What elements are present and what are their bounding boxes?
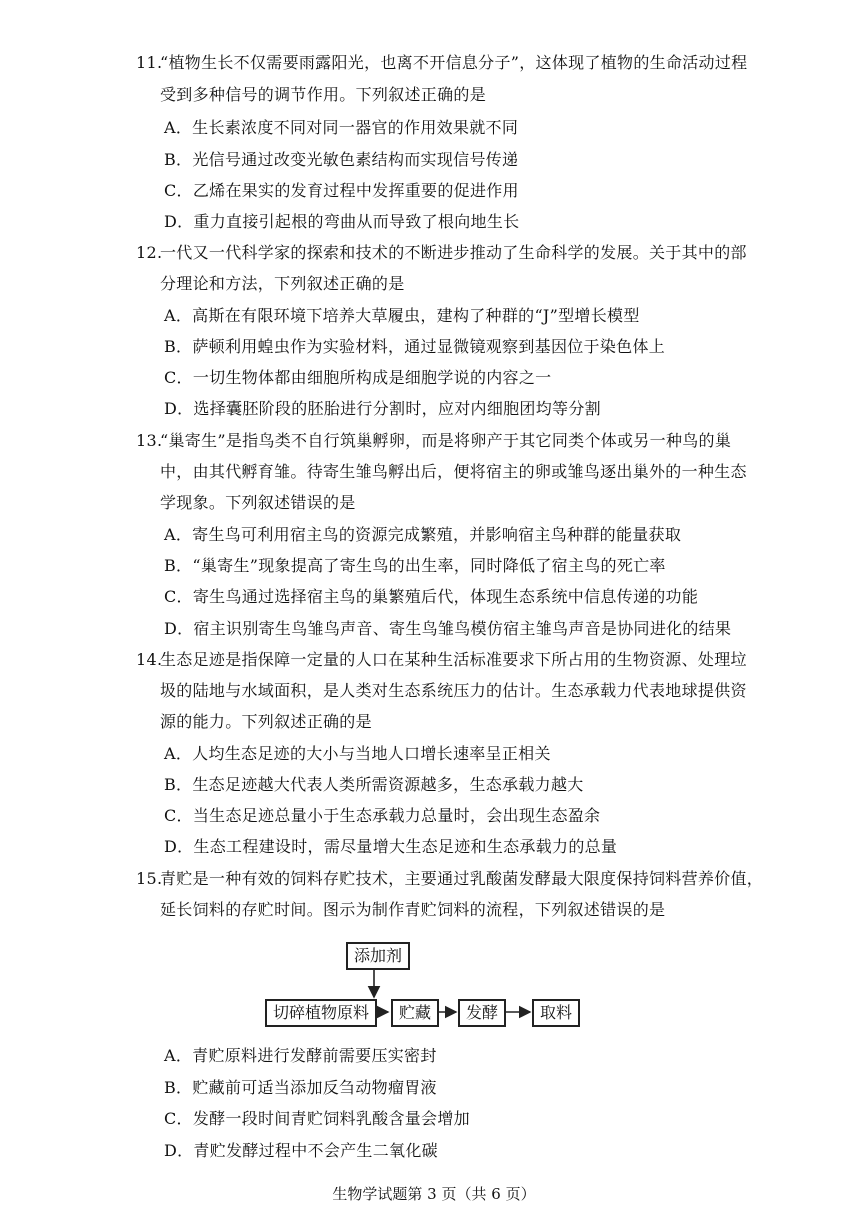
question-stem-line: “巢寄生”是指鸟类不自行筑巢孵卵，而是将卵产于其它同类个体或另一种鸟的巢	[160, 431, 732, 450]
option-b: B．生态足迹越大代表人类所需资源越多，生态承载力越大	[164, 775, 584, 794]
option-d: D．生态工程建设时，需尽量增大生态足迹和生态承载力的总量	[164, 837, 618, 856]
option-b: B．贮藏前可适当添加反刍动物瘤胃液	[164, 1078, 437, 1097]
question-stem-line: “植物生长不仅需要雨露阳光，也离不开信息分子”，这体现了植物的生命活动过程	[160, 53, 748, 72]
question-number: 14.	[136, 650, 163, 669]
option-b: B．萨顿利用蝗虫作为实验材料，通过显微镜观察到基因位于染色体上	[164, 337, 666, 356]
question-stem-line: 生态足迹是指保障一定量的人口在某种生活标准要求下所占用的生物资源、处理垃	[160, 650, 747, 669]
option-a: A．生长素浓度不同对同一器官的作用效果就不同	[164, 118, 519, 137]
question-stem-line: 中，由其代孵育雏。待寄生雏鸟孵出后，便将宿主的卵或雏鸟逐出巢外的一种生态	[160, 462, 747, 481]
option-a: A．青贮原料进行发酵前需要压实密封	[164, 1046, 437, 1065]
option-d: D．重力直接引起根的弯曲从而导致了根向地生长	[164, 212, 520, 231]
page-footer: 生物学试题第 3 页（共 6 页）	[332, 1185, 536, 1203]
question-stem-line: 受到多种信号的调节作用。下列叙述正确的是	[160, 85, 487, 104]
flow-box-chop-raw-material: 切碎植物原料	[265, 999, 377, 1027]
question-stem-line: 青贮是一种有效的饲料存贮技术，主要通过乳酸菌发酵最大限度保持饲料营养价值，	[160, 869, 764, 888]
option-c: C．一切生物体都由细胞所构成是细胞学说的内容之一	[164, 368, 552, 387]
question-number: 12.	[136, 243, 163, 262]
flow-box-storage: 贮藏	[391, 999, 439, 1027]
question-number: 15.	[136, 869, 163, 888]
question-stem-line: 源的能力。下列叙述正确的是	[160, 712, 372, 731]
question-stem-line: 延长饲料的存贮时间。图示为制作青贮饲料的流程，下列叙述错误的是	[160, 900, 666, 919]
question-stem-line: 一代又一代科学家的探索和技术的不断进步推动了生命科学的发展。关于其中的部	[160, 243, 747, 262]
question-number: 13.	[136, 431, 163, 450]
option-a: A．高斯在有限环境下培养大草履虫，建构了种群的“J”型增长模型	[164, 306, 640, 325]
option-a: A．人均生态足迹的大小与当地人口增长速率呈正相关	[164, 744, 551, 763]
option-b: B．“巢寄生”现象提高了寄生鸟的出生率，同时降低了宿主鸟的死亡率	[164, 556, 666, 575]
question-stem-line: 学现象。下列叙述错误的是	[160, 493, 356, 512]
question-stem-line: 分理论和方法，下列叙述正确的是	[160, 274, 405, 293]
question-stem-line: 圾的陆地与水域面积，是人类对生态系统压力的估计。生态承载力代表地球提供资	[160, 681, 747, 700]
option-a: A．寄生鸟可利用宿主鸟的资源完成繁殖，并影响宿主鸟种群的能量获取	[164, 525, 682, 544]
option-d: D．青贮发酵过程中不会产生二氧化碳	[164, 1141, 438, 1160]
option-c: C．当生态足迹总量小于生态承载力总量时，会出现生态盈余	[164, 806, 601, 825]
option-d: D．宿主识别寄生鸟雏鸟声音、寄生鸟雏鸟模仿宿主雏鸟声音是协同进化的结果	[164, 619, 732, 638]
option-c: C．寄生鸟通过选择宿主鸟的巢繁殖后代，体现生态系统中信息传递的功能	[164, 587, 699, 606]
flow-box-fermentation: 发酵	[458, 999, 506, 1027]
flow-box-take-material: 取料	[532, 999, 580, 1027]
option-c: C．发酵一段时间青贮饲料乳酸含量会增加	[164, 1109, 470, 1128]
option-b: B．光信号通过改变光敏色素结构而实现信号传递	[164, 150, 519, 169]
option-c: C．乙烯在果实的发育过程中发挥重要的促进作用	[164, 181, 519, 200]
question-number: 11.	[136, 53, 163, 72]
option-d: D．选择囊胚阶段的胚胎进行分割时，应对内细胞团均等分割	[164, 399, 601, 418]
flow-box-additive: 添加剂	[346, 942, 410, 970]
